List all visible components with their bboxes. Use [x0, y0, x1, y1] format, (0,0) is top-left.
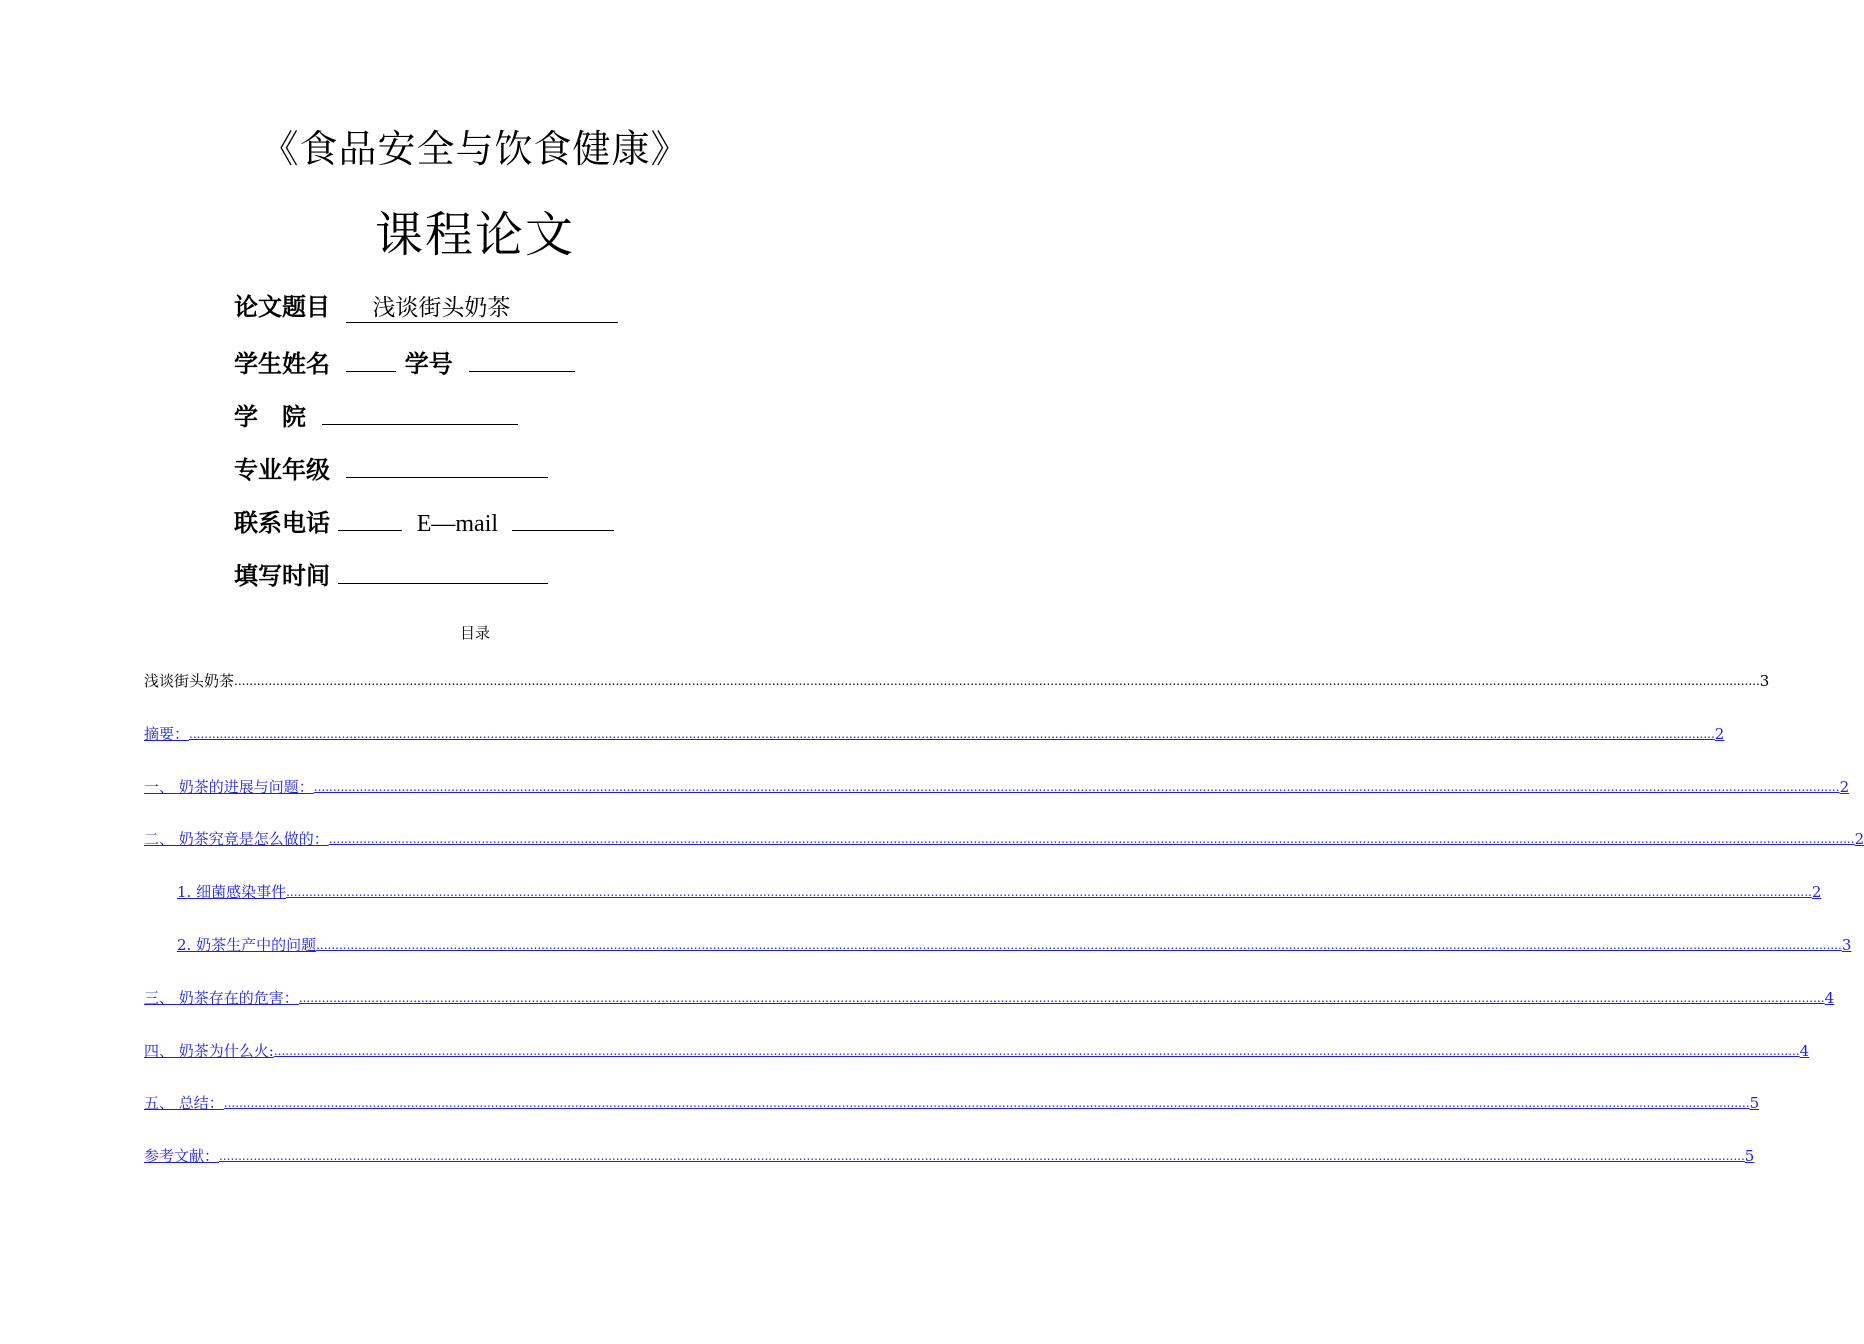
major-field[interactable] — [346, 449, 548, 478]
toc-item-text: 五、 总结： — [144, 1094, 224, 1113]
toc-leader: ................................................................................................................................................................................................................................................................................................................................................................................................................ — [273, 1043, 1800, 1058]
toc-link[interactable] — [144, 776, 1850, 829]
student-id-label: 学号 — [404, 350, 453, 378]
table-of-contents — [144, 670, 1864, 1198]
cover-form — [234, 290, 618, 608]
toc-item-text: 2. 奶茶生产中的问题 — [177, 935, 317, 954]
toc-item-page: 3 — [1759, 672, 1770, 690]
topic-row — [234, 290, 618, 343]
topic-field[interactable] — [346, 294, 618, 323]
toc-item-page: 3 — [1841, 935, 1852, 954]
toc-link[interactable] — [144, 881, 1822, 934]
toc-item-text: 二、 奶茶究竟是怎么做的： — [144, 830, 329, 849]
toc-title: 目录 — [459, 624, 490, 642]
toc-link[interactable] — [144, 723, 1725, 776]
contact-row — [234, 502, 618, 555]
college-label: 学 院 — [234, 403, 306, 431]
toc-leader: ................................................................................................................................................................................................................................................................................................................................................................................................................ — [234, 674, 1760, 688]
toc-item-text: 一、 奶茶的进展与问题： — [144, 777, 314, 796]
toc-item-page: 5 — [1749, 1094, 1760, 1113]
topic-label: 论文题目 — [234, 293, 330, 321]
college-row — [234, 396, 618, 449]
date-row — [234, 555, 618, 608]
student-name-label: 学生姓名 — [234, 350, 330, 378]
phone-label: 联系电话 — [234, 509, 330, 537]
toc-link[interactable] — [144, 1145, 1755, 1198]
toc-item-page: 2 — [1854, 830, 1864, 849]
major-label: 专业年级 — [234, 456, 330, 484]
topic-value: 浅谈街头奶茶 — [372, 295, 511, 321]
toc-item-page: 2 — [1714, 724, 1725, 743]
toc-leader: ................................................................................................................................................................................................................................................................................................................................................................................................................ — [189, 726, 1715, 741]
toc-link[interactable] — [144, 1092, 1760, 1145]
toc-link[interactable] — [144, 1040, 1810, 1093]
date-label: 填写时间 — [234, 562, 330, 590]
toc-item-text: 三、 奶茶存在的危害： — [144, 988, 299, 1007]
toc-leader: ................................................................................................................................................................................................................................................................................................................................................................................................................ — [313, 779, 1840, 794]
toc-leader: ................................................................................................................................................................................................................................................................................................................................................................................................................ — [219, 1149, 1745, 1164]
toc-item-text: 1. 细菌感染事件 — [177, 883, 287, 902]
toc-link[interactable] — [144, 828, 1864, 881]
date-field[interactable] — [338, 555, 548, 584]
paper-type-title: 课程论文 — [374, 207, 575, 263]
phone-field[interactable] — [338, 502, 402, 531]
toc-leader: ................................................................................................................................................................................................................................................................................................................................................................................................................ — [328, 832, 1855, 847]
toc-item-text: 浅谈街头奶茶 — [144, 672, 235, 690]
toc-link[interactable] — [144, 934, 1852, 987]
email-label: E—mail — [416, 511, 499, 537]
toc-item-text: 四、 奶茶为什么火: — [144, 1041, 274, 1060]
college-field[interactable] — [322, 396, 518, 425]
toc-leader: ................................................................................................................................................................................................................................................................................................................................................................................................................ — [223, 1096, 1750, 1111]
toc-item-text: 摘要： — [144, 724, 190, 743]
toc-item-page: 2 — [1839, 777, 1850, 796]
course-title: 《食品安全与饮食健康》 — [260, 127, 690, 171]
student-id-field[interactable] — [469, 343, 575, 372]
toc-item — [144, 670, 1770, 723]
toc-leader: ................................................................................................................................................................................................................................................................................................................................................................................................................ — [316, 937, 1842, 952]
email-field[interactable] — [512, 502, 614, 531]
toc-leader: ................................................................................................................................................................................................................................................................................................................................................................................................................ — [298, 990, 1825, 1005]
toc-item-page: 4 — [1799, 1041, 1810, 1060]
toc-item-text: 参考文献： — [144, 1147, 220, 1166]
toc-item-page: 5 — [1744, 1147, 1755, 1166]
toc-leader: ................................................................................................................................................................................................................................................................................................................................................................................................................ — [286, 885, 1812, 900]
toc-link[interactable] — [144, 987, 1835, 1040]
student-name-field[interactable] — [346, 343, 396, 372]
toc-item-page: 2 — [1811, 883, 1822, 902]
toc-item-page: 4 — [1824, 988, 1835, 1007]
student-row — [234, 343, 618, 396]
major-row — [234, 449, 618, 502]
